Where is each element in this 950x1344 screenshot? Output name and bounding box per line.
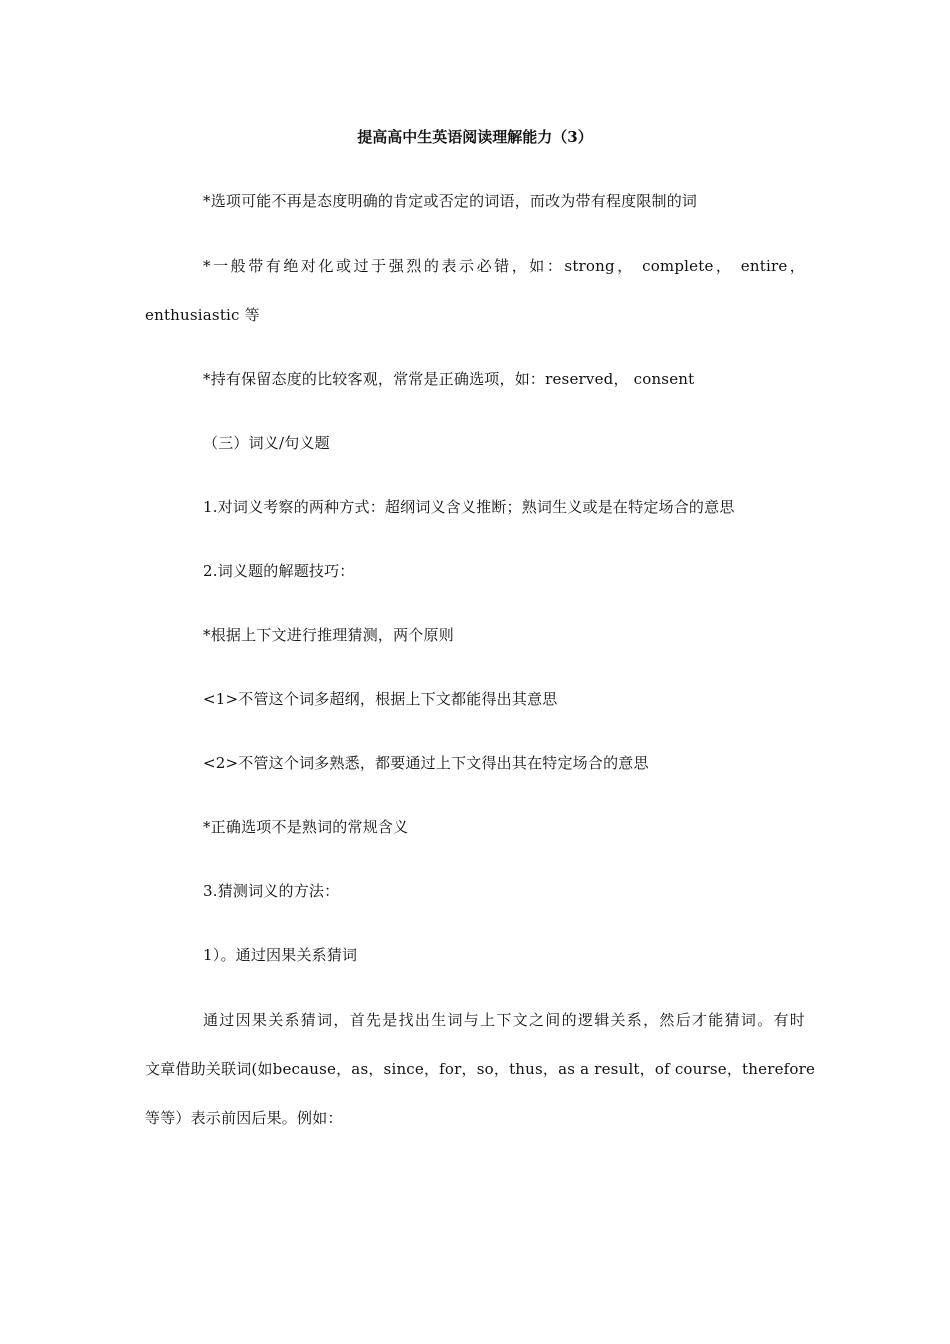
- paragraph-line: 通过因果关系猜词，首先是找出生词与上下文之间的逻辑关系，然后才能猜词。有时: [203, 1011, 805, 1029]
- paragraph-line: 2.词义题的解题技巧：: [203, 562, 355, 580]
- paragraph-line: 1.对词义考察的两种方式：超纲词义含义推断；熟词生义或是在特定场合的意思: [203, 498, 735, 516]
- paragraph-line: *一般带有绝对化或过于强烈的表示必错，如：strong， complete， entire，: [203, 257, 805, 275]
- document-title: 提高高中生英语阅读理解能力（3）: [357, 128, 593, 146]
- paragraph-line: enthusiastic 等: [145, 306, 260, 324]
- paragraph-line: <2>不管这个词多熟悉，都要通过上下文得出其在特定场合的意思: [203, 754, 649, 772]
- paragraph-line: 3.猜测词义的方法：: [203, 882, 340, 900]
- paragraph-line: *选项可能不再是态度明确的肯定或否定的词语，而改为带有程度限制的词: [203, 192, 698, 210]
- paragraph-line: *正确选项不是熟词的常规含义: [203, 818, 409, 836]
- section-heading: （三）词义/句义题: [203, 434, 330, 452]
- paragraph-line: *持有保留态度的比较客观，常常是正确选项，如：reserved， consent: [203, 370, 695, 388]
- paragraph-line: <1>不管这个词多超纲，根据上下文都能得出其意思: [203, 690, 558, 708]
- paragraph-line: 文章借助关联词(如because，as，since，for，so，thus，as a result，of course，therefore: [145, 1060, 816, 1078]
- paragraph-line: 1）。通过因果关系猜词: [203, 946, 358, 964]
- paragraph-line: *根据上下文进行推理猜测，两个原则: [203, 626, 454, 644]
- paragraph-line: 等等）表示前因后果。例如：: [145, 1109, 343, 1127]
